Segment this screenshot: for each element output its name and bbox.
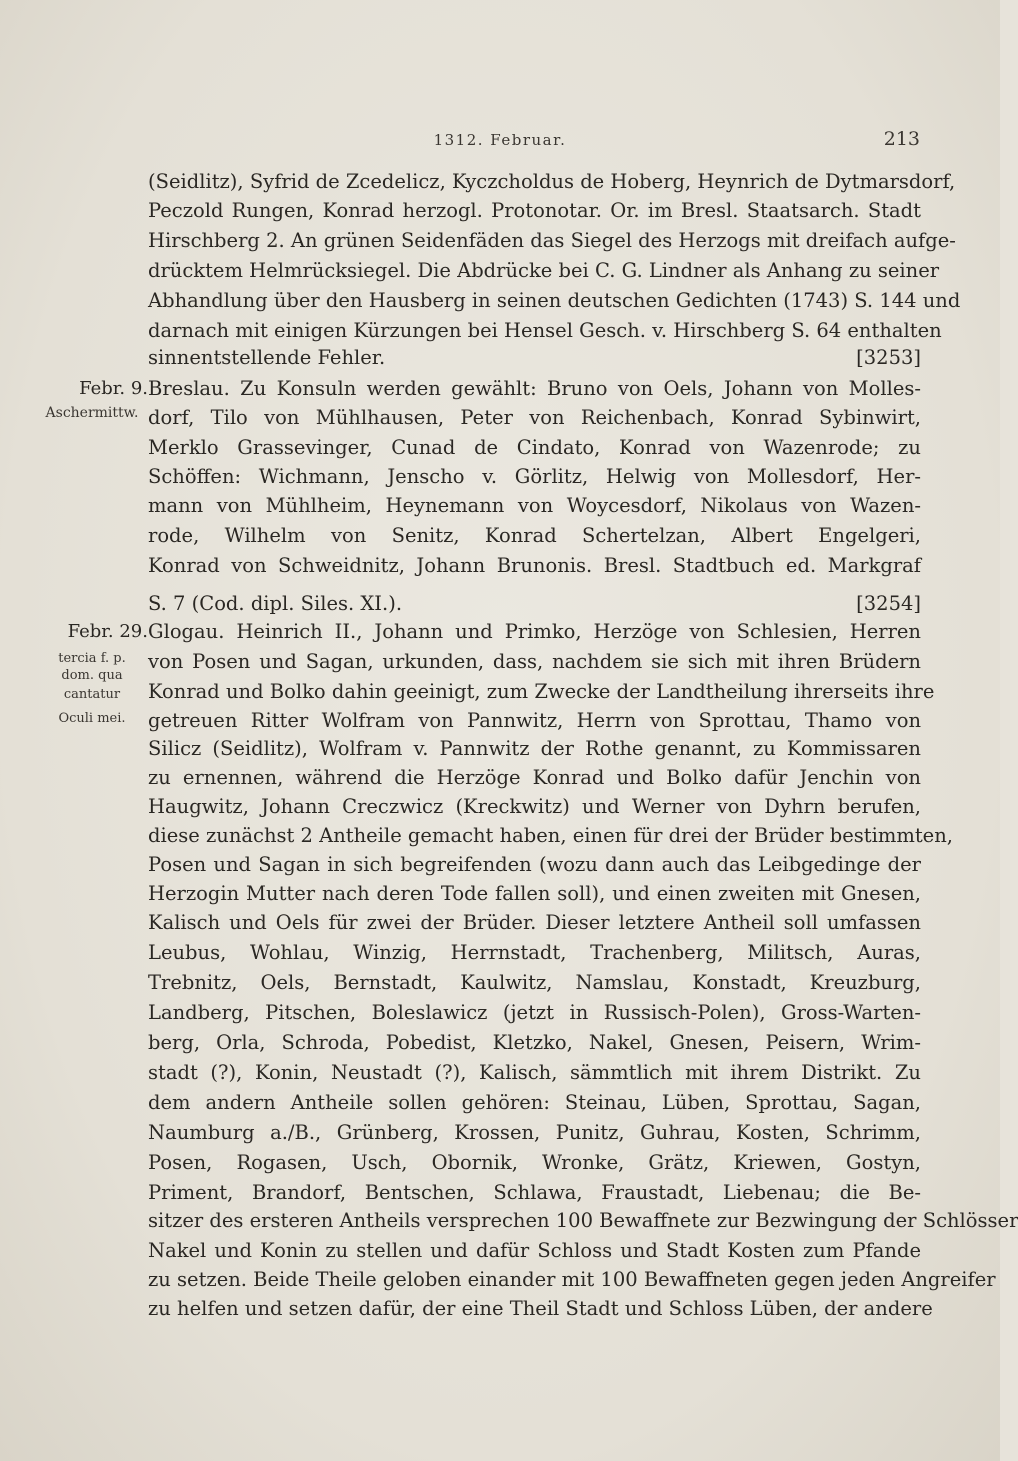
text-line: Posen, Rogasen, Usch, Obornik, Wronke, Grätz, Kriewen, Gostyn, <box>148 1151 921 1174</box>
text-line: getreuen Ritter Wolfram von Pannwitz, Herrn von Sprottau, Thamo von <box>148 709 921 732</box>
text-line: Silicz (Seidlitz), Wolfram v. Pannwitz der Rothe genannt, zu Kommissaren <box>148 737 921 760</box>
text-line: Schöffen: Wichmann, Jenscho v. Görlitz, Helwig von Mollesdorf, Her- <box>148 465 921 488</box>
margin-note-line: dom. qua <box>61 668 123 683</box>
text-line: Breslau. Zu Konsuln werden gewählt: Bruno von Oels, Johann von Molles- <box>148 377 921 400</box>
text-line: sitzer des ersteren Antheils versprechen 100 Bewaffnete zur Bezwingung der Schlösser <box>148 1209 1018 1232</box>
text-line: Nakel und Konin zu stellen und dafür Schloss und Stadt Kosten zum Pfande <box>148 1239 921 1262</box>
text-line: Leubus, Wohlau, Winzig, Herrnstadt, Trachenberg, Militsch, Auras, <box>148 941 921 964</box>
text-line: (Seidlitz), Syfrid de Zcedelicz, Kyczcholdus de Hoberg, Heynrich de Dytmarsdorf, <box>148 170 956 193</box>
margin-note: Aschermittw. <box>45 405 139 421</box>
margin-note-line: cantatur <box>63 687 121 702</box>
text-line: Posen und Sagan in sich begreifenden (wozu dann auch das Leibgedinge der <box>148 853 921 876</box>
text-line <box>148 591 921 617</box>
text-line: Kalisch und Oels für zwei der Brüder. Dieser letztere Antheil soll umfassen <box>148 911 921 934</box>
text-line: drücktem Helmrücksiegel. Die Abdrücke bei C. G. Lindner als Anhang zu seiner <box>148 259 940 282</box>
text-line: Konrad von Schweidnitz, Johann Brunonis. Bresl. Stadtbuch ed. Markgraf <box>148 554 921 577</box>
text-line: Herzogin Mutter nach deren Tode fallen soll), und einen zweiten mit Gnesen, <box>148 882 921 905</box>
entry-number: [3253] <box>856 346 921 369</box>
margin-note-line: Oculi mei. <box>58 711 126 726</box>
text-line: darnach mit einigen Kürzungen bei Hensel Gesch. v. Hirschberg S. 64 enthalten <box>148 319 942 342</box>
text-line: stadt (?), Konin, Neustadt (?), Kalisch, sämmtlich mit ihrem Distrikt. Zu <box>148 1061 921 1084</box>
text-line-content: sinnentstellende Fehler. <box>148 346 386 369</box>
text-line: Naumburg a./B., Grünberg, Krossen, Punitz, Guhrau, Kosten, Schrimm, <box>148 1121 921 1144</box>
entry-number: [3254] <box>856 592 921 615</box>
text-line: Abhandlung über den Hausberg in seinen deutschen Gedichten (1743) S. 144 und <box>148 289 961 312</box>
text-line <box>148 345 921 371</box>
page-number: 213 <box>883 128 920 150</box>
text-line: mann von Mühlheim, Heynemann von Woycesdorf, Nikolaus von Wazen- <box>148 494 921 517</box>
margin-date: Febr. 9. <box>79 378 148 399</box>
margin-note-line: tercia f. p. <box>58 651 126 666</box>
text-line: Glogau. Heinrich II., Johann und Primko, Herzöge von Schlesien, Herren <box>148 620 921 643</box>
text-line: Hirschberg 2. An grünen Seidenfäden das Siegel des Herzogs mit dreifach aufge- <box>148 229 956 252</box>
text-line: zu helfen und setzen dafür, der eine Theil Stadt und Schloss Lüben, der andere <box>148 1297 933 1320</box>
text-line: Haugwitz, Johann Creczwicz (Kreckwitz) und Werner von Dyhrn berufen, <box>148 795 921 818</box>
text-line: Peczold Rungen, Konrad herzogl. Protonotar. Or. im Bresl. Staatsarch. Stadt <box>148 199 921 222</box>
margin-date: Febr. 29. <box>67 621 148 642</box>
text-line: Landberg, Pitschen, Boleslawicz (jetzt in Russisch-Polen), Gross-Warten- <box>148 1001 921 1024</box>
text-line: dorf, Tilo von Mühlhausen, Peter von Reichenbach, Konrad Sybinwirt, <box>148 406 921 429</box>
text-line: Priment, Brandorf, Bentschen, Schlawa, Fraustadt, Liebenau; die Be- <box>148 1181 921 1204</box>
text-line: berg, Orla, Schroda, Pobedist, Kletzko, Nakel, Gnesen, Peisern, Wrim- <box>148 1031 921 1054</box>
text-line: Merklo Grassevinger, Cunad de Cindato, Konrad von Wazenrode; zu <box>148 436 921 459</box>
text-line: Konrad und Bolko dahin geeinigt, zum Zwecke der Landtheilung ihrerseits ihre <box>148 680 935 703</box>
text-line: dem andern Antheile sollen gehören: Steinau, Lüben, Sprottau, Sagan, <box>148 1091 921 1114</box>
text-line: zu ernennen, während die Herzöge Konrad und Bolko dafür Jenchin von <box>148 766 921 789</box>
text-line: Trebnitz, Oels, Bernstadt, Kaulwitz, Namslau, Konstadt, Kreuzburg, <box>148 971 921 994</box>
text-line: rode, Wilhelm von Senitz, Konrad Schertelzan, Albert Engelgeri, <box>148 524 921 547</box>
running-title: 1312. Februar. <box>433 131 567 149</box>
text-line: zu setzen. Beide Theile geloben einander mit 100 Bewaffneten gegen jeden Angreifer <box>148 1268 996 1291</box>
text-line-content: S. 7 (Cod. dipl. Siles. XI.). <box>148 592 403 615</box>
text-line: diese zunächst 2 Antheile gemacht haben, einen für drei der Brüder bestimmten, <box>148 824 953 847</box>
text-line: von Posen und Sagan, urkunden, dass, nachdem sie sich mit ihren Brüdern <box>148 650 921 673</box>
